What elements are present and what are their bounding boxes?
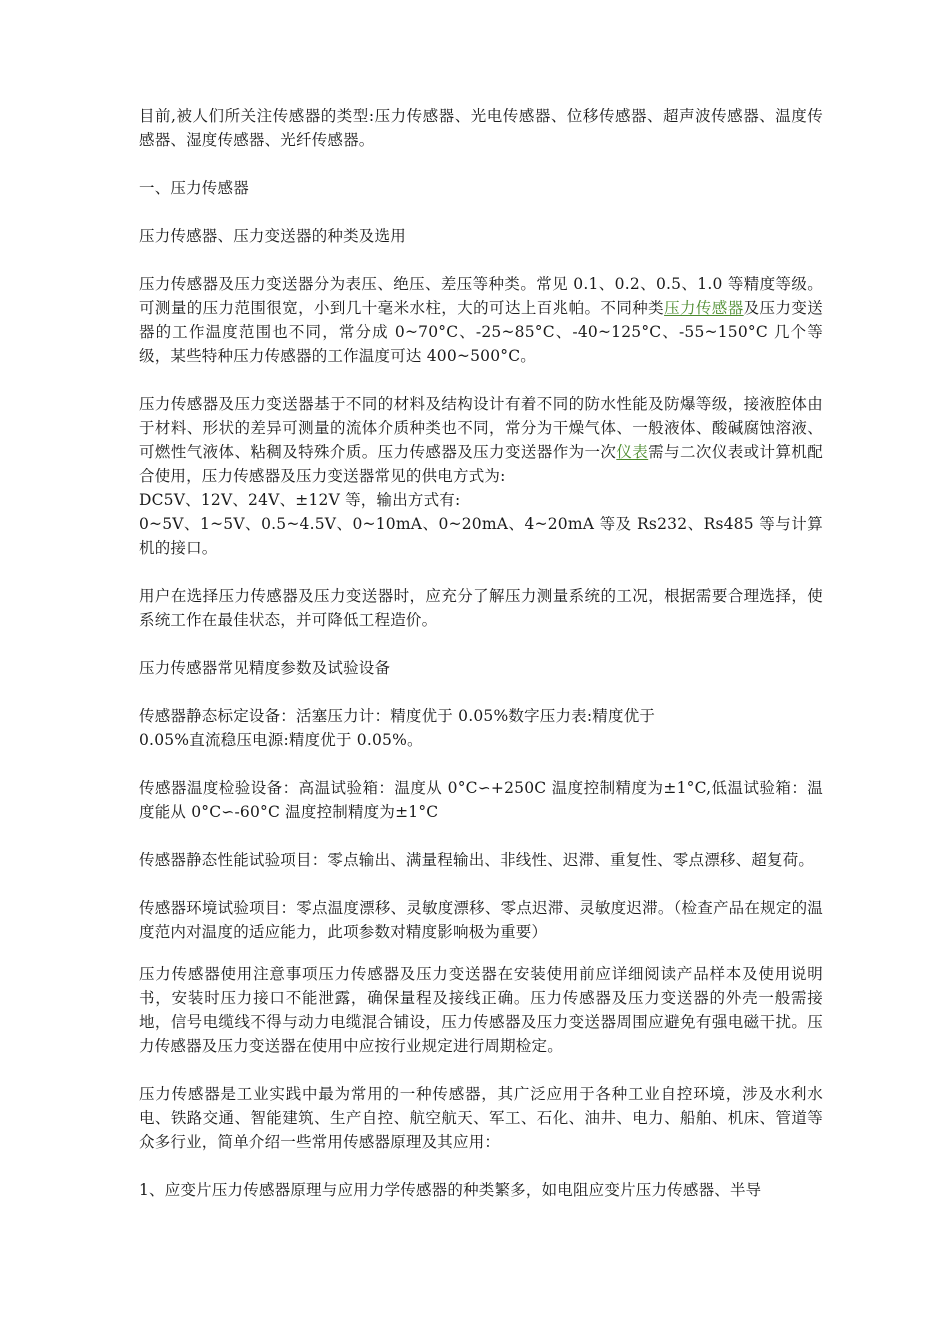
paragraph-text: 需与二次仪表或计算机配合使用，压力传感器及压力变送器常见的供电方式为: xyxy=(139,443,823,485)
paragraph-types-accuracy xyxy=(139,272,823,368)
paragraph-text: 压力传感器及压力变送器分为表压、绝压、差压等种类。常见 0.1、0.2、0.5、1.0 等精度等级。可测量的压力范围很宽，小到几十毫米水柱，大的可达上百兆帕。不同种类 xyxy=(139,275,823,317)
paragraph-line: 0.05%直流稳压电源:精度优于 0.05%。 xyxy=(139,731,423,749)
pressure-sensor-link[interactable]: 压力传感器 xyxy=(664,299,744,317)
paragraph-selection-advice: 用户在选择压力传感器及压力变送器时，应充分了解压力测量系统的工况，根据需要合理选择，使系统工作在最佳状态，并可降低工程造价。 xyxy=(139,587,823,629)
paragraph-static-calibration xyxy=(139,704,823,752)
paragraph-protection-output xyxy=(139,392,823,560)
subheading-accuracy-equipment: 压力传感器常见精度参数及试验设备 xyxy=(139,659,391,677)
paragraph-static-tests: 传感器静态性能试验项目：零点输出、满量程输出、非线性、迟滞、重复性、零点漂移、超复荷。 xyxy=(139,851,815,869)
paragraph-usage-notes: 压力传感器使用注意事项压力传感器及压力变送器在安装使用前应详细阅读产品样本及使用说明书，安装时压力接口不能泄露，确保量程及接线正确。压力传感器及压力变送器的外壳一般需接地，信号电缆线不得与动力电缆混合铺设，压力传感器及压力变送器周围应避免有强电磁干扰。压力传感器及压力变送器在使用中应按行业规定进行周期检定。 xyxy=(139,965,823,1055)
power-supply-line: DC5V、12V、24V、±12V 等，输出方式有: xyxy=(139,491,461,509)
paragraph-applications: 压力传感器是工业实践中最为常用的一种传感器，其广泛应用于各种工业自控环境，涉及水利水电、铁路交通、智能建筑、生产自控、航空航天、军工、石化、油井、电力、船舶、机床、管道等众多行业，简单介绍一些常用传感器原理及其应用： xyxy=(139,1085,823,1151)
paragraph-strain-gauge: 1、应变片压力传感器原理与应用力学传感器的种类繁多，如电阻应变片压力传感器、半导 xyxy=(139,1181,762,1199)
document-body xyxy=(139,104,823,1202)
section-heading-pressure-sensor: 一、压力传感器 xyxy=(139,179,249,197)
subheading-types-and-selection: 压力传感器、压力变送器的种类及选用 xyxy=(139,227,406,245)
output-modes-line: 0~5V、1~5V、0.5~4.5V、0~10mA、0~20mA、4~20mA 等及 Rs232、Rs485 等与计算机的接口。 xyxy=(139,515,823,557)
paragraph-line: 传感器静态标定设备：活塞压力计：精度优于 0.05%数字压力表:精度优于 xyxy=(139,707,656,725)
intro-paragraph: 目前,被人们所关注传感器的类型:压力传感器、光电传感器、位移传感器、超声波传感器、温度传感器、湿度传感器、光纤传感器。 xyxy=(139,107,823,149)
instrument-link[interactable]: 仪表 xyxy=(616,443,649,461)
paragraph-temperature-equipment: 传感器温度检验设备：高温试验箱：温度从 0°C∽+250C 温度控制精度为±1°C,低温试验箱：温度能从 0°C∽-60°C 温度控制精度为±1°C xyxy=(139,779,823,821)
paragraph-text: 及压力变送器的工作温度范围也不同，常分成 0~70°C、-25~85°C、-40~125°C、-55~150°C 几个等级，某些特种压力传感器的工作温度可达 400~500°C。 xyxy=(139,299,823,365)
paragraph-environment-tests: 传感器环境试验项目：零点温度漂移、灵敏度漂移、零点迟滞、灵敏度迟滞。（检查产品在规定的温度范内对温度的适应能力，此项参数对精度影响极为重要） xyxy=(139,899,823,941)
paragraph-text: 压力传感器及压力变送器基于不同的材料及结构设计有着不同的防水性能及防爆等级，接液腔体由于材料、形状的差异可测量的流体介质种类也不同，常分为干燥气体、一般液体、酸碱腐蚀溶液、可燃性气液体、粘稠及特殊介质。压力传感器及压力变送器作为一次 xyxy=(139,395,823,461)
